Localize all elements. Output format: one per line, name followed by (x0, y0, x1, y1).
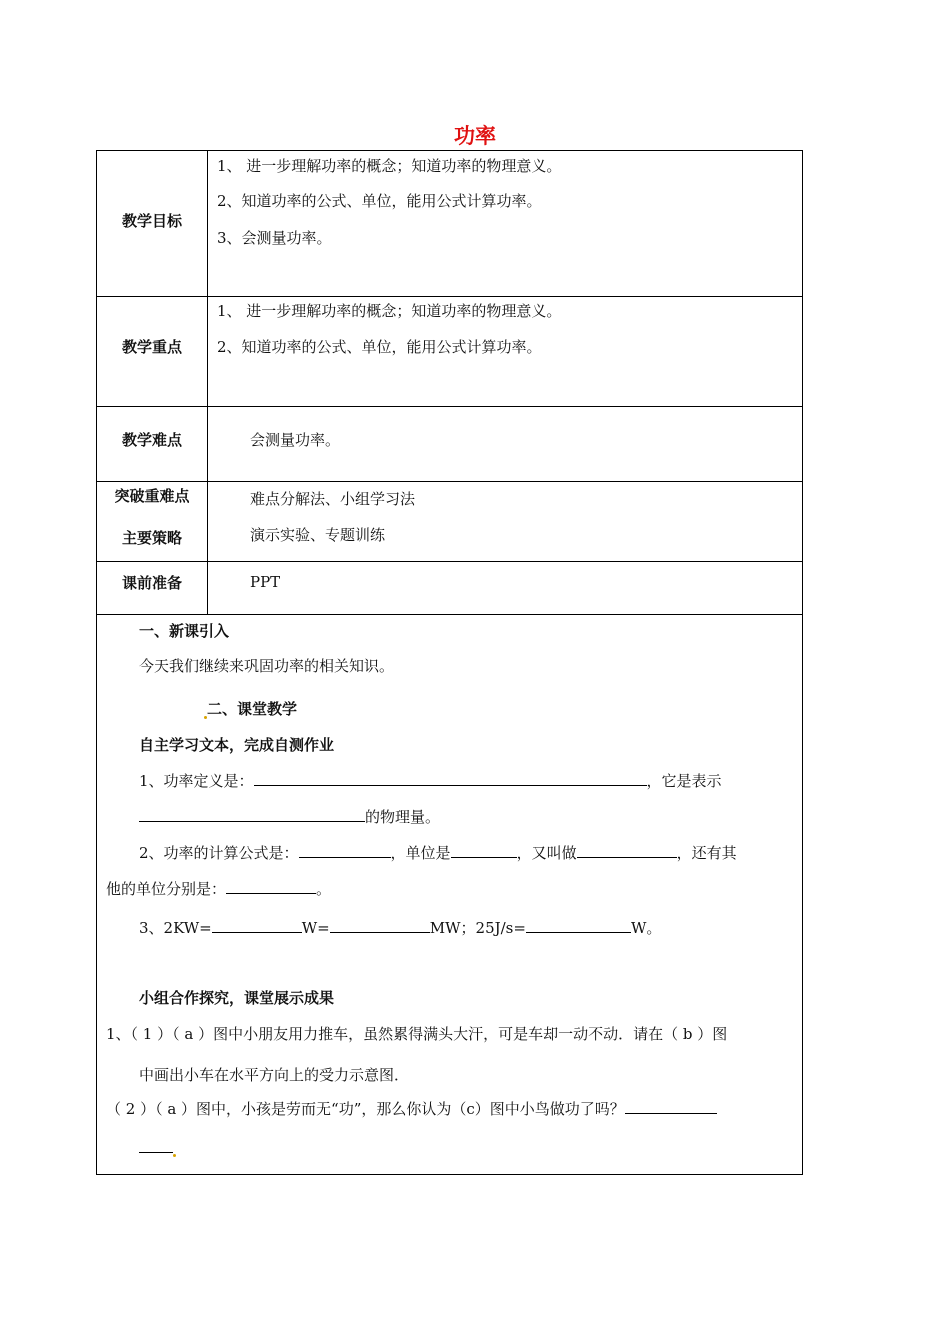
section1-text: 今天我们继续来巩固功率的相关知识。 (139, 657, 395, 675)
q3-text: W= (301, 919, 330, 937)
question-2-line-2 (106, 878, 331, 899)
q2-text: ，还有其 (676, 844, 737, 862)
q2-text: 。 (316, 880, 332, 898)
q2-text: ，单位是 (390, 844, 451, 862)
answer-blank[interactable] (330, 918, 430, 933)
q1-text: 1、功率定义是： (139, 772, 254, 790)
question-1-line-2 (139, 806, 440, 827)
row-divider (97, 561, 802, 562)
section2-title-text: 二、课堂教学 (207, 700, 298, 718)
q3-text: 3、2KW= (139, 919, 212, 937)
q2-text: ，又叫做 (516, 844, 577, 862)
row-divider (97, 296, 802, 297)
q3-text: W。 (630, 919, 662, 937)
answer-blank[interactable] (299, 843, 391, 858)
q2-text: 他的单位分别是： (106, 880, 227, 898)
answer-blank[interactable] (139, 1138, 173, 1153)
strategy-item: 演示实验、专题训练 (250, 526, 386, 544)
objectives-label: 教学目标 (121, 212, 182, 230)
answer-blank[interactable] (139, 807, 365, 822)
group-study-title: 小组合作探究，课堂展示成果 (139, 989, 335, 1007)
group-question-1-line-1: 1、（ 1 ）（ a ）图中小朋友用力推车，虽然累得满头大汗，可是车却一动不动．请在（ b ）图 (106, 1025, 728, 1043)
key-points-label: 教学重点 (121, 338, 182, 356)
q1-text: ，它是表示 (646, 772, 722, 790)
row-divider (97, 481, 802, 482)
answer-blank[interactable] (212, 918, 302, 933)
difficulties-label: 教学难点 (121, 431, 182, 449)
row-divider (97, 614, 802, 615)
key-point-item: 1、 进一步理解功率的概念；知道功率的物理意义。 (217, 302, 562, 320)
section1-title: 一、新课引入 (139, 622, 230, 640)
mark-dot (173, 1154, 176, 1157)
strategy-label-1: 突破重难点 (114, 487, 190, 505)
preparation-text: PPT (250, 573, 281, 591)
section2-title (204, 698, 297, 719)
answer-blank[interactable] (254, 771, 647, 786)
group-question-2-line-1 (106, 1098, 717, 1119)
column-divider (207, 151, 208, 614)
page-title: 功率 (454, 124, 496, 148)
key-point-item: 2、知道功率的公式、单位，能用公式计算功率。 (217, 338, 542, 356)
strategy-label-2: 主要策略 (121, 529, 182, 547)
objective-item: 2、知道功率的公式、单位，能用公式计算功率。 (217, 192, 542, 210)
q1-text: 的物理量。 (365, 808, 441, 826)
question-1-line-1 (139, 770, 722, 791)
answer-blank[interactable] (226, 879, 316, 894)
q2-text: 2、功率的计算公式是： (139, 844, 299, 862)
objective-item: 1、 进一步理解功率的概念；知道功率的物理意义。 (217, 157, 562, 175)
group-question-2-line-2 (139, 1138, 176, 1157)
q3-text: MW；25J/s= (429, 919, 526, 937)
answer-blank[interactable] (625, 1099, 717, 1114)
answer-blank[interactable] (451, 843, 517, 858)
question-3 (139, 917, 661, 938)
group-question-1-line-2: 中画出小车在水平方向上的受力示意图． (139, 1066, 410, 1084)
row-divider (97, 406, 802, 407)
objective-item: 3、会测量功率。 (217, 229, 332, 247)
question-2-line-1 (139, 842, 737, 863)
answer-blank[interactable] (577, 843, 677, 858)
strategy-item: 难点分解法、小组学习法 (250, 490, 416, 508)
g2-text: （ 2 ）（ a ）图中，小孩是劳而无“功”，那么你认为（c）图中小鸟做功了吗？ (106, 1100, 625, 1118)
answer-blank[interactable] (526, 918, 631, 933)
preparation-label: 课前准备 (121, 574, 182, 592)
difficulties-text: 会测量功率。 (250, 431, 341, 449)
self-study-title: 自主学习文本，完成自测作业 (139, 736, 335, 754)
lesson-plan-table (96, 150, 803, 1175)
